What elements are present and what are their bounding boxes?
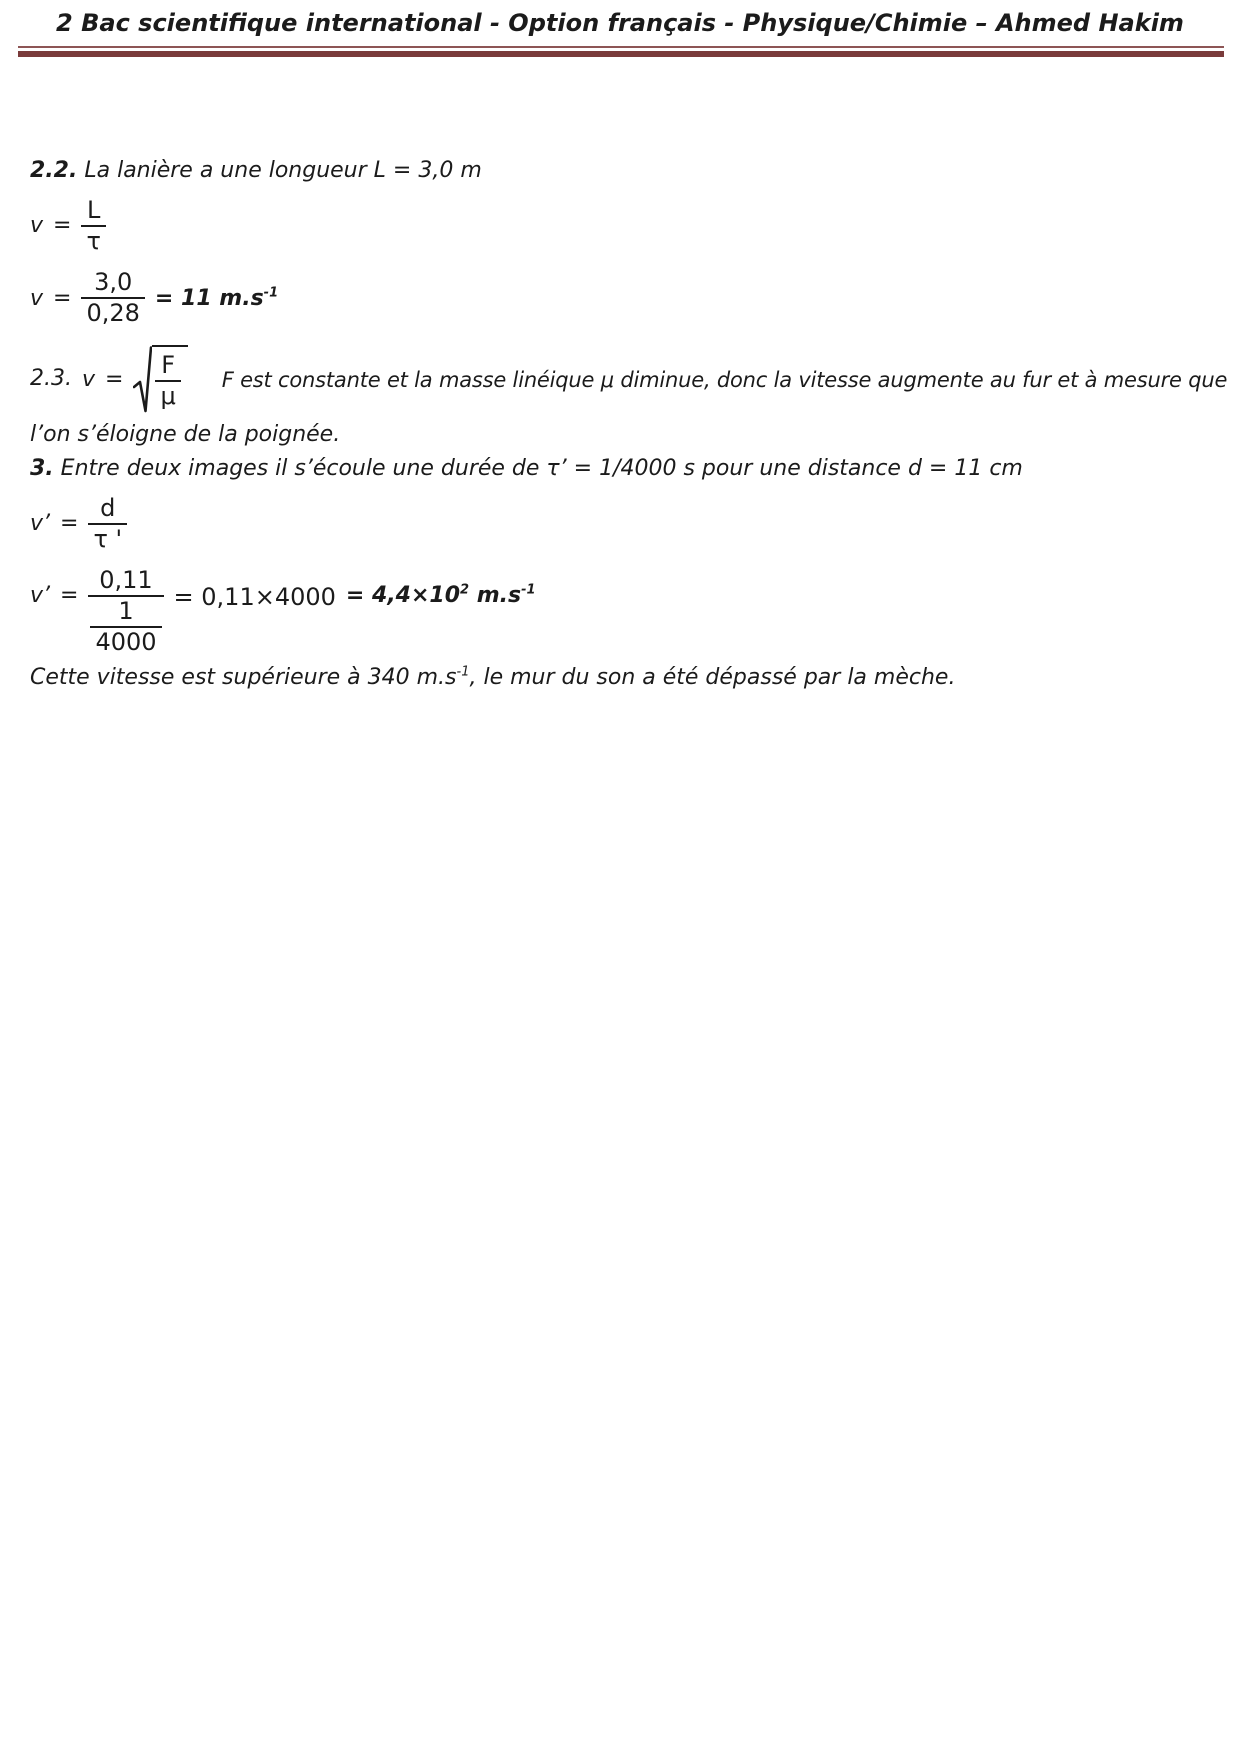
inner-numerator: 1 [118,597,134,626]
closing-exponent: -1 [456,664,470,680]
section-number: 2.3. [30,366,72,392]
paragraph-3 [30,455,1216,484]
equation-vprime-d-over-tauprime [30,493,1216,553]
equation-lhs: v [30,285,44,311]
paragraph-2-3-continuation: l’on s’éloigne de la poignée. [30,421,341,447]
fraction [81,270,144,326]
fraction-numerator: d [100,493,116,522]
closing-text-before: Cette vitesse est supérieure à 340 m.s [30,664,457,690]
paragraph-text: Entre deux images il s’écoule une durée de τ’ = 1/4000 s pour une distance d = 11 cm [60,456,1023,482]
paragraph-text: La lanière a une longueur L = 3,0 m [84,158,482,184]
section-number: 3. [30,456,54,482]
equation-v-L-over-tau [30,195,1216,255]
fraction-numerator: L [87,195,101,224]
equals-sign: = [154,285,174,311]
header-double-rule [18,46,1224,57]
rule-thick-line [18,51,1224,57]
result-power: 2 [460,582,470,598]
closing-text-after: , le mur du son a été dépassé par la mèche. [469,664,956,690]
fraction-denominator: τ [86,226,101,255]
equals-sign: = [60,583,79,609]
paragraph-text: F est constante et la masse linéique μ diminue, donc la vitesse augmente au fur et à mesure que [221,367,1228,392]
inner-fraction [88,599,163,655]
page-header [0,0,1240,57]
result-exponent: -1 [521,582,536,598]
equals-sign: = [345,583,365,609]
closing-sentence [30,664,1216,693]
result-value: 11 m.s [181,285,264,311]
equation-result [155,286,278,311]
result-mantissa: 4,4×10 [372,583,461,609]
nested-fraction [88,568,163,656]
equals-sign: = [53,213,72,239]
fraction-denominator: μ [160,382,176,411]
section-number: 2.2. [30,158,78,184]
fraction-denominator: 0,28 [86,299,140,328]
fraction-numerator: 3,0 [94,268,133,297]
equation-lhs: v’ [30,583,51,609]
fraction-numerator: F [161,350,175,379]
fraction-denominator: τ ' [93,524,123,553]
equals-sign: = [173,583,194,612]
inner-denominator: 4000 [95,628,157,657]
equals-sign: = [60,511,79,537]
equation-result [346,583,536,608]
radicand [152,345,187,415]
paragraph-2-3 [30,345,1228,415]
square-root [133,345,187,415]
equation-lhs: v’ [30,511,51,537]
equation-middle-step [174,583,336,611]
header-title: 2 Bac scientifique international - Option français - Physique/Chimie – Ahmed Hakim [56,9,1184,37]
equals-sign: = [105,367,124,393]
equation-lhs: v [81,367,96,393]
fraction [88,493,127,553]
result-exponent: -1 [263,285,279,301]
equals-sign: = [53,285,72,311]
equation-lhs: v [30,213,44,239]
equation-v-numeric [30,270,1216,326]
document-body [0,157,1240,692]
result-unit: m.s [469,583,522,609]
fraction-numerator: 0,11 [99,566,153,595]
fraction [81,195,105,255]
paragraph-2-2 [30,157,1216,186]
middle-expression: 0,11×4000 [201,583,336,612]
radical-sign-icon [133,345,152,415]
fraction [155,350,180,411]
equation-vprime-numeric [30,568,1216,656]
